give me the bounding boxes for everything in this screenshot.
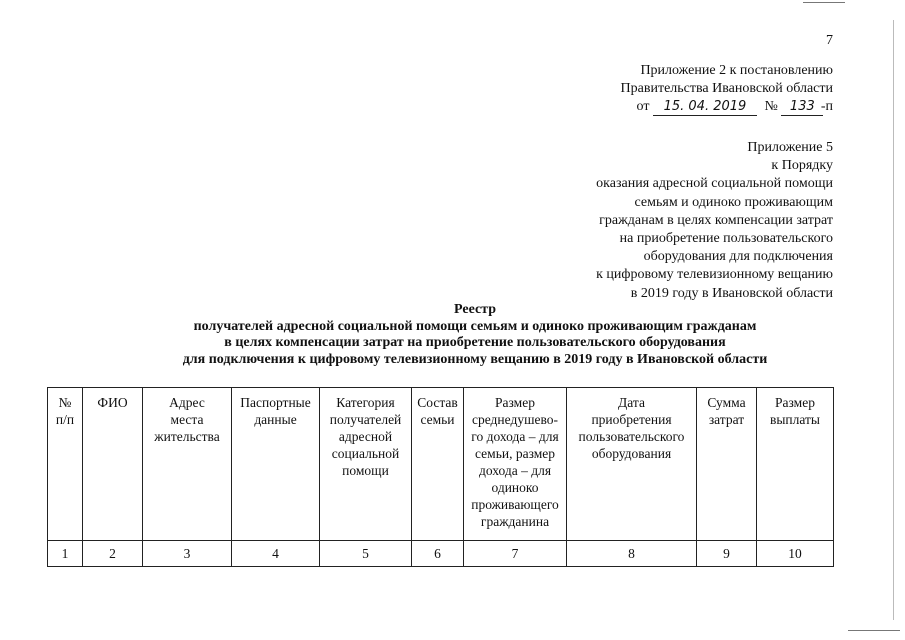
column-number-cell: 3 bbox=[143, 541, 232, 567]
header-cell-payment bbox=[757, 388, 834, 541]
header-text: № п/п bbox=[55, 395, 75, 427]
appendix-5-line: к Порядку bbox=[771, 158, 833, 174]
header-text: Дата приобретения пользовательского оборудования bbox=[578, 395, 685, 461]
header-cell-name bbox=[83, 388, 143, 541]
scan-edge-mark bbox=[803, 2, 845, 3]
register-table bbox=[47, 387, 834, 567]
header-cell-family bbox=[412, 388, 464, 541]
title-line: для подключения к цифровому телевизионному вещанию в 2019 году в Ивановской области bbox=[182, 351, 768, 367]
header-cell-address bbox=[143, 388, 232, 541]
column-number-cell: 4 bbox=[232, 541, 320, 567]
column-number-cell: 9 bbox=[697, 541, 757, 567]
resolution-date: 15. 04. 2019 bbox=[653, 99, 757, 116]
header-text: Категория получателей адресной социальной помощи bbox=[329, 395, 402, 478]
appendix-5-line: оборудования для подключения bbox=[643, 249, 833, 265]
appendix-5-line: семьям и одиноко проживающим bbox=[634, 194, 833, 210]
header-text: Адрес места жительства bbox=[154, 395, 220, 444]
number-suffix: -п bbox=[820, 99, 833, 114]
appendix-5-line: в 2019 году в Ивановской области bbox=[630, 285, 833, 301]
appendix-5-line: гражданам в целях компенсации затрат bbox=[599, 212, 833, 228]
resolution-reference bbox=[540, 98, 833, 116]
scan-edge-mark bbox=[848, 630, 900, 631]
header-cell-purchase-date bbox=[567, 388, 697, 541]
appendix-2-line-1: Приложение 2 к постановлению bbox=[640, 63, 833, 78]
title-line: в целях компенсации затрат на приобретение пользовательского оборудования bbox=[224, 335, 726, 350]
table-row bbox=[48, 541, 834, 567]
header-cell-passport bbox=[232, 388, 320, 541]
header-text: Размер среднедушево- го дохода – для семьи, размер дохода – для одиноко проживающего гражданина bbox=[471, 395, 559, 529]
header-cell-income bbox=[464, 388, 567, 541]
header-cell-category bbox=[320, 388, 412, 541]
scan-edge-mark bbox=[893, 20, 894, 620]
column-number-cell: 7 bbox=[464, 541, 567, 567]
column-number-cell: 6 bbox=[412, 541, 464, 567]
title-heading: Реестр bbox=[453, 302, 496, 317]
appendix-5-line: оказания адресной социальной помощи bbox=[596, 176, 833, 192]
appendix-5-line: Приложение 5 bbox=[747, 140, 833, 155]
page-number: 7 bbox=[826, 33, 833, 48]
appendix-2-header bbox=[540, 62, 833, 116]
number-label: № bbox=[764, 99, 778, 114]
column-number-cell: 1 bbox=[48, 541, 83, 567]
header-cell-number bbox=[48, 388, 83, 541]
title-line: получателей адресной социальной помощи семьям и одиноко проживающим гражданам bbox=[193, 318, 757, 334]
from-label: от bbox=[636, 99, 650, 114]
document-title bbox=[60, 302, 890, 368]
header-text: Сумма затрат bbox=[707, 395, 746, 427]
column-number-cell: 5 bbox=[320, 541, 412, 567]
header-text: Состав семьи bbox=[417, 395, 458, 427]
table-header-row bbox=[48, 388, 834, 541]
appendix-5-line: на приобретение пользовательского bbox=[619, 231, 833, 247]
appendix-5-header bbox=[540, 139, 833, 303]
header-text: Размер выплаты bbox=[769, 395, 821, 427]
resolution-number: 133 bbox=[781, 99, 823, 116]
column-number-cell: 8 bbox=[567, 541, 697, 567]
header-cell-expenses bbox=[697, 388, 757, 541]
appendix-2-line-2: Правительства Ивановской области bbox=[620, 81, 833, 96]
header-text: Паспортные данные bbox=[240, 395, 311, 427]
header-text: ФИО bbox=[97, 395, 128, 410]
column-number-cell: 10 bbox=[757, 541, 834, 567]
appendix-5-line: к цифровому телевизионному вещанию bbox=[596, 267, 833, 283]
column-number-cell: 2 bbox=[83, 541, 143, 567]
